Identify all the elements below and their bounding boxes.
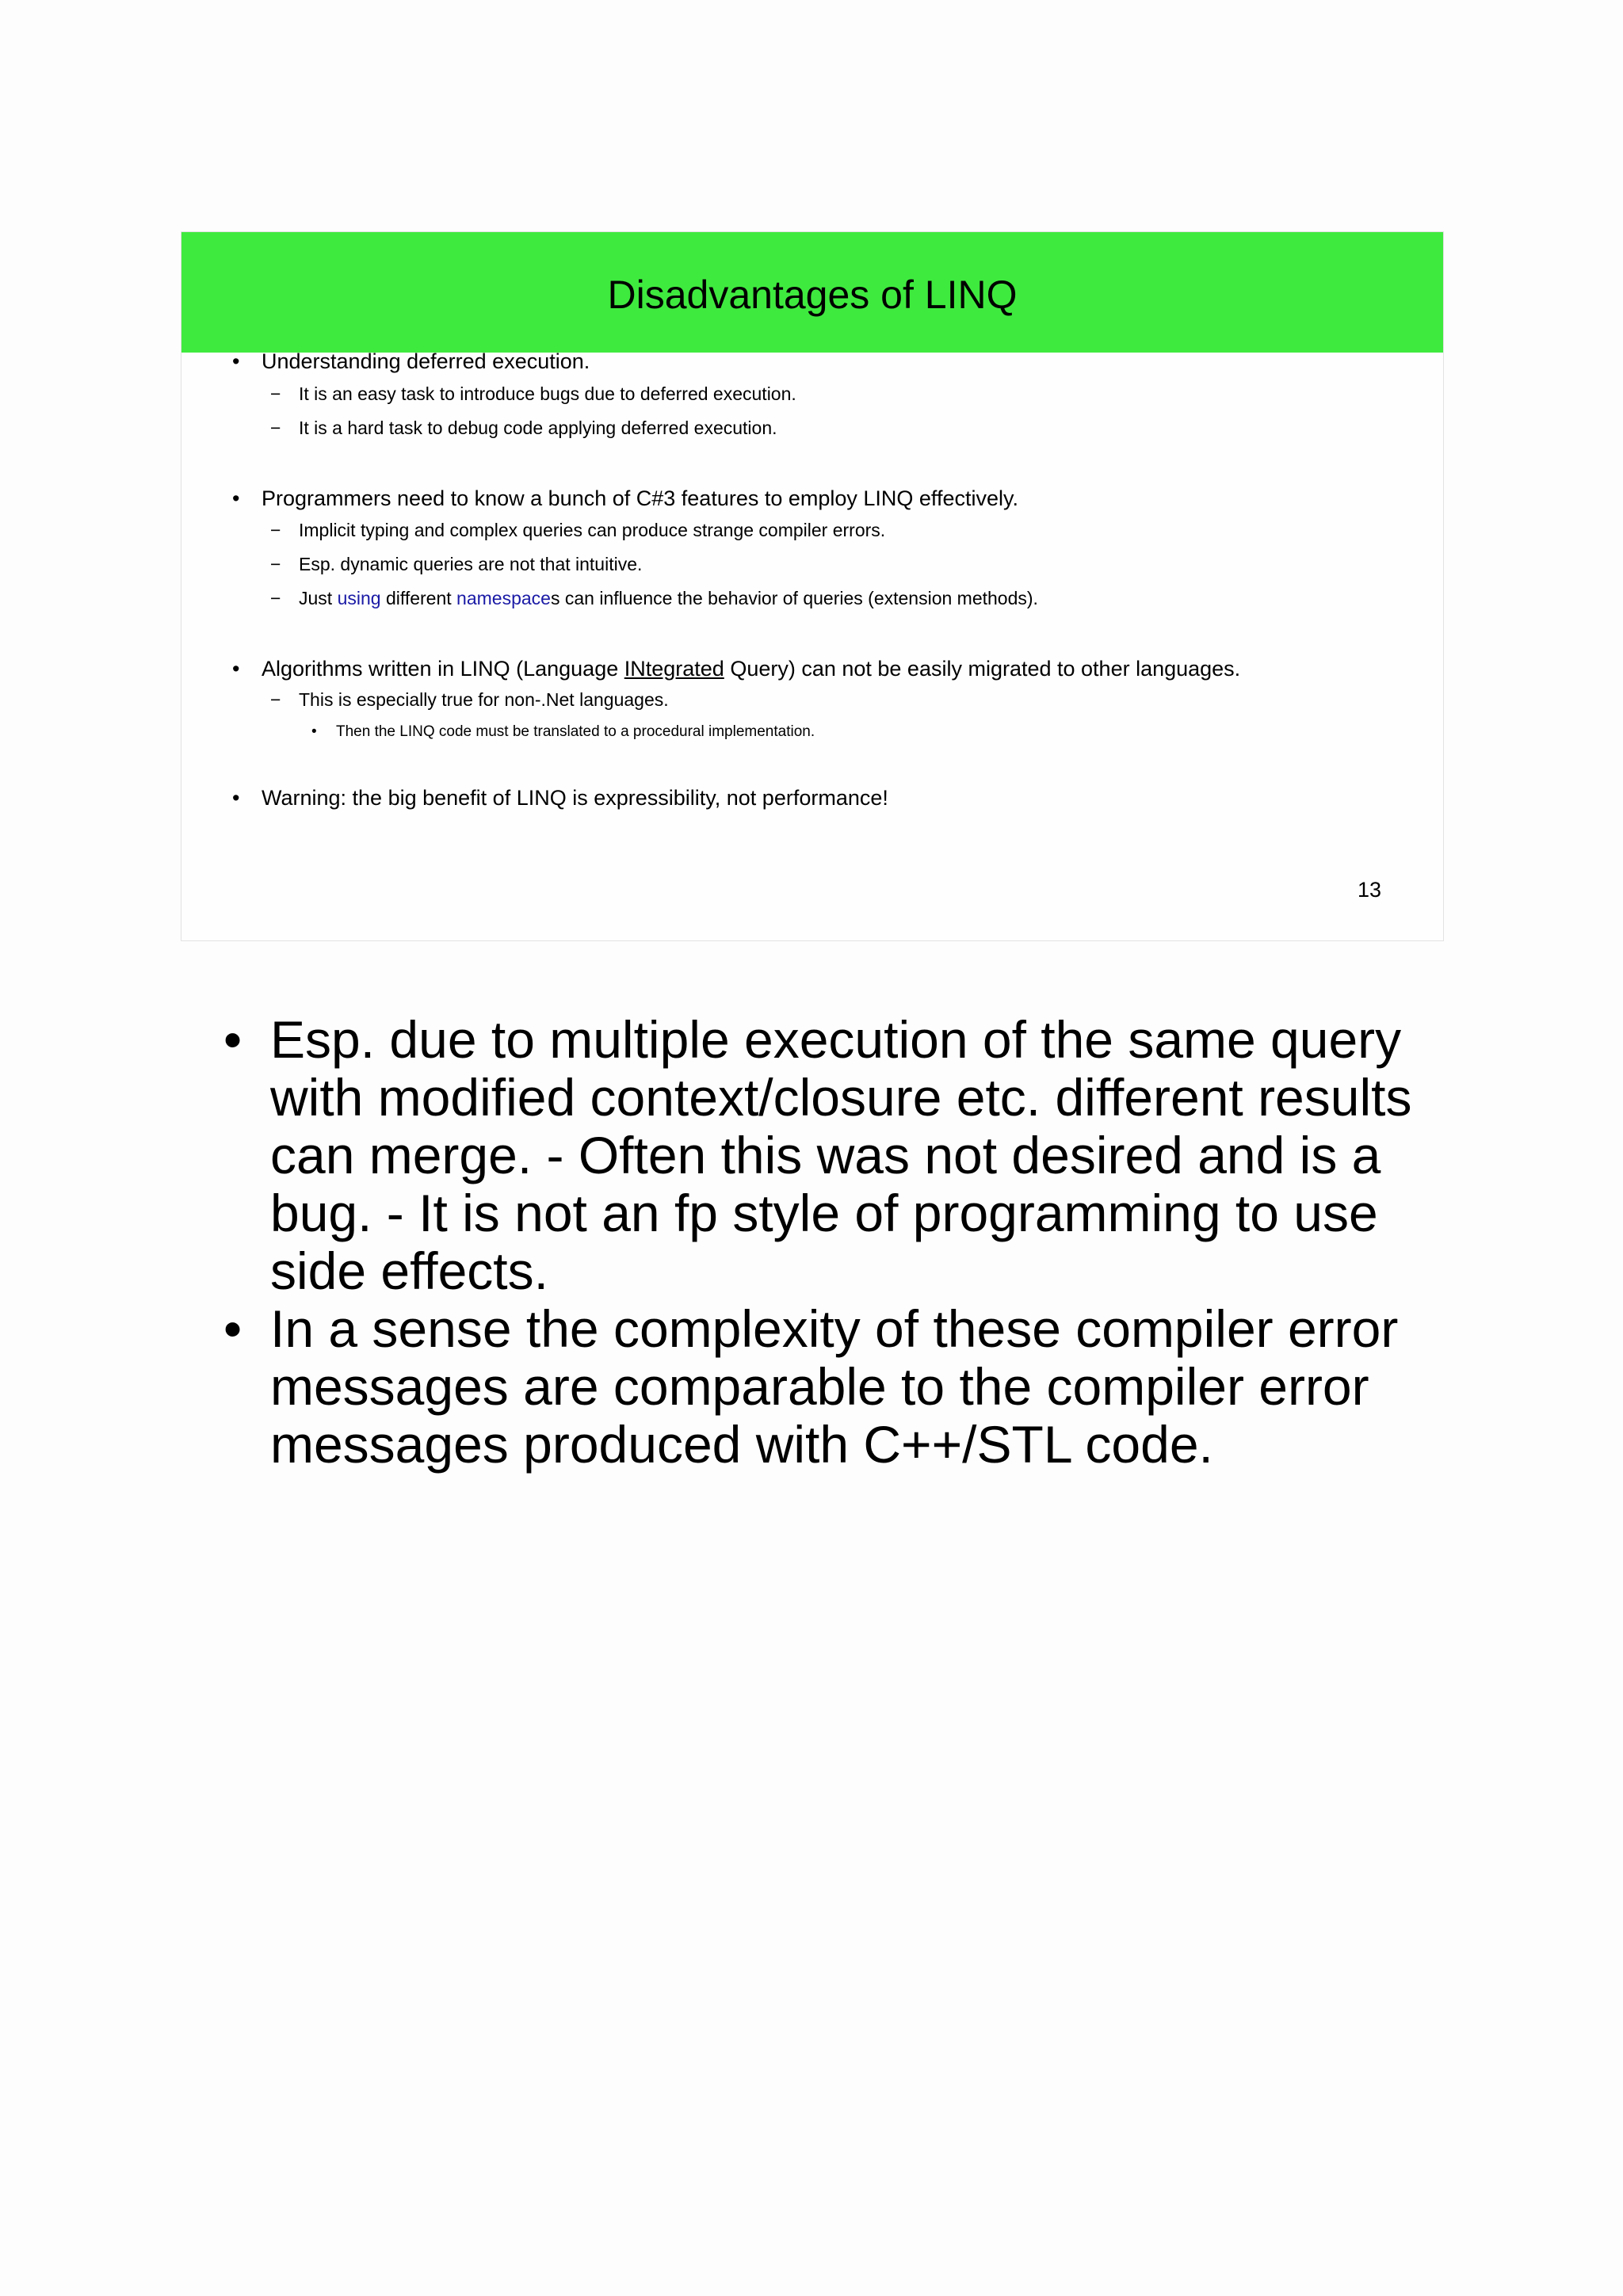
sub-bullet-non-dotnet: This is especially true for non-.Net languages. <box>299 689 669 710</box>
text-segment: Query) can not be easily migrated to other languages. <box>724 657 1241 681</box>
bullet-algorithms-migration <box>262 656 1240 681</box>
note-compiler-errors: In a sense the complexity of these compiler error messages are comparable to the compiler error messages produced with C++/STL code. <box>270 1299 1399 1474</box>
slide-title: Disadvantages of LINQ <box>607 273 1018 317</box>
bullet-marker: • <box>311 723 317 740</box>
text-segment: different <box>380 588 457 608</box>
bullet-marker: • <box>232 486 240 510</box>
bullet-understanding-deferred-execution: Understanding deferred execution. <box>262 349 590 373</box>
note-deferred-execution: Esp. due to multiple execution of the same query with modified context/closure etc. different results can merge. - Often this was not desired and is a bug. - It is not an fp style of programming to use side effects. <box>270 1010 1412 1300</box>
sub-bullet-hard-to-debug: It is a hard task to debug code applying deferred execution. <box>299 418 777 438</box>
text-segment: Just <box>299 588 338 608</box>
page-number: 13 <box>1358 878 1382 902</box>
sub-bullet-implicit-typing: Implicit typing and complex queries can produce strange compiler errors. <box>299 520 886 540</box>
text-segment: Algorithms written in LINQ (Language <box>262 657 624 681</box>
sub-bullet-using-namespaces <box>299 588 1038 610</box>
dash-marker: − <box>270 520 281 540</box>
keyword-namespace: namespace <box>456 588 551 608</box>
bullet-marker: • <box>232 786 240 810</box>
note-bullet-marker: • <box>223 1299 242 1358</box>
text-segment: s can influence the behavior of queries (extension methods). <box>550 588 1038 608</box>
sub-bullet-dynamic-queries: Esp. dynamic queries are not that intuitive. <box>299 554 643 574</box>
slide <box>181 231 1444 941</box>
sub-sub-bullet-procedural: Then the LINQ code must be translated to a procedural implementation. <box>336 723 815 740</box>
bullet-csharp3-features: Programmers need to know a bunch of C#3 features to employ LINQ effectively. <box>262 486 1018 510</box>
dash-marker: − <box>270 554 281 574</box>
dash-marker: − <box>270 689 281 710</box>
bullet-warning-performance: Warning: the big benefit of LINQ is expressibility, not performance! <box>262 786 888 810</box>
underlined-integrated: INtegrated <box>624 657 724 681</box>
note-bullet-marker: • <box>223 1010 242 1069</box>
dash-marker: − <box>270 383 281 404</box>
bullet-marker: • <box>232 349 240 373</box>
bullet-marker: • <box>232 657 240 681</box>
keyword-using: using <box>337 588 381 608</box>
dash-marker: − <box>270 418 281 438</box>
dash-marker: − <box>270 588 281 608</box>
slide-header <box>181 232 1443 353</box>
sub-bullet-introduce-bugs: It is an easy task to introduce bugs due to deferred execution. <box>299 383 796 404</box>
